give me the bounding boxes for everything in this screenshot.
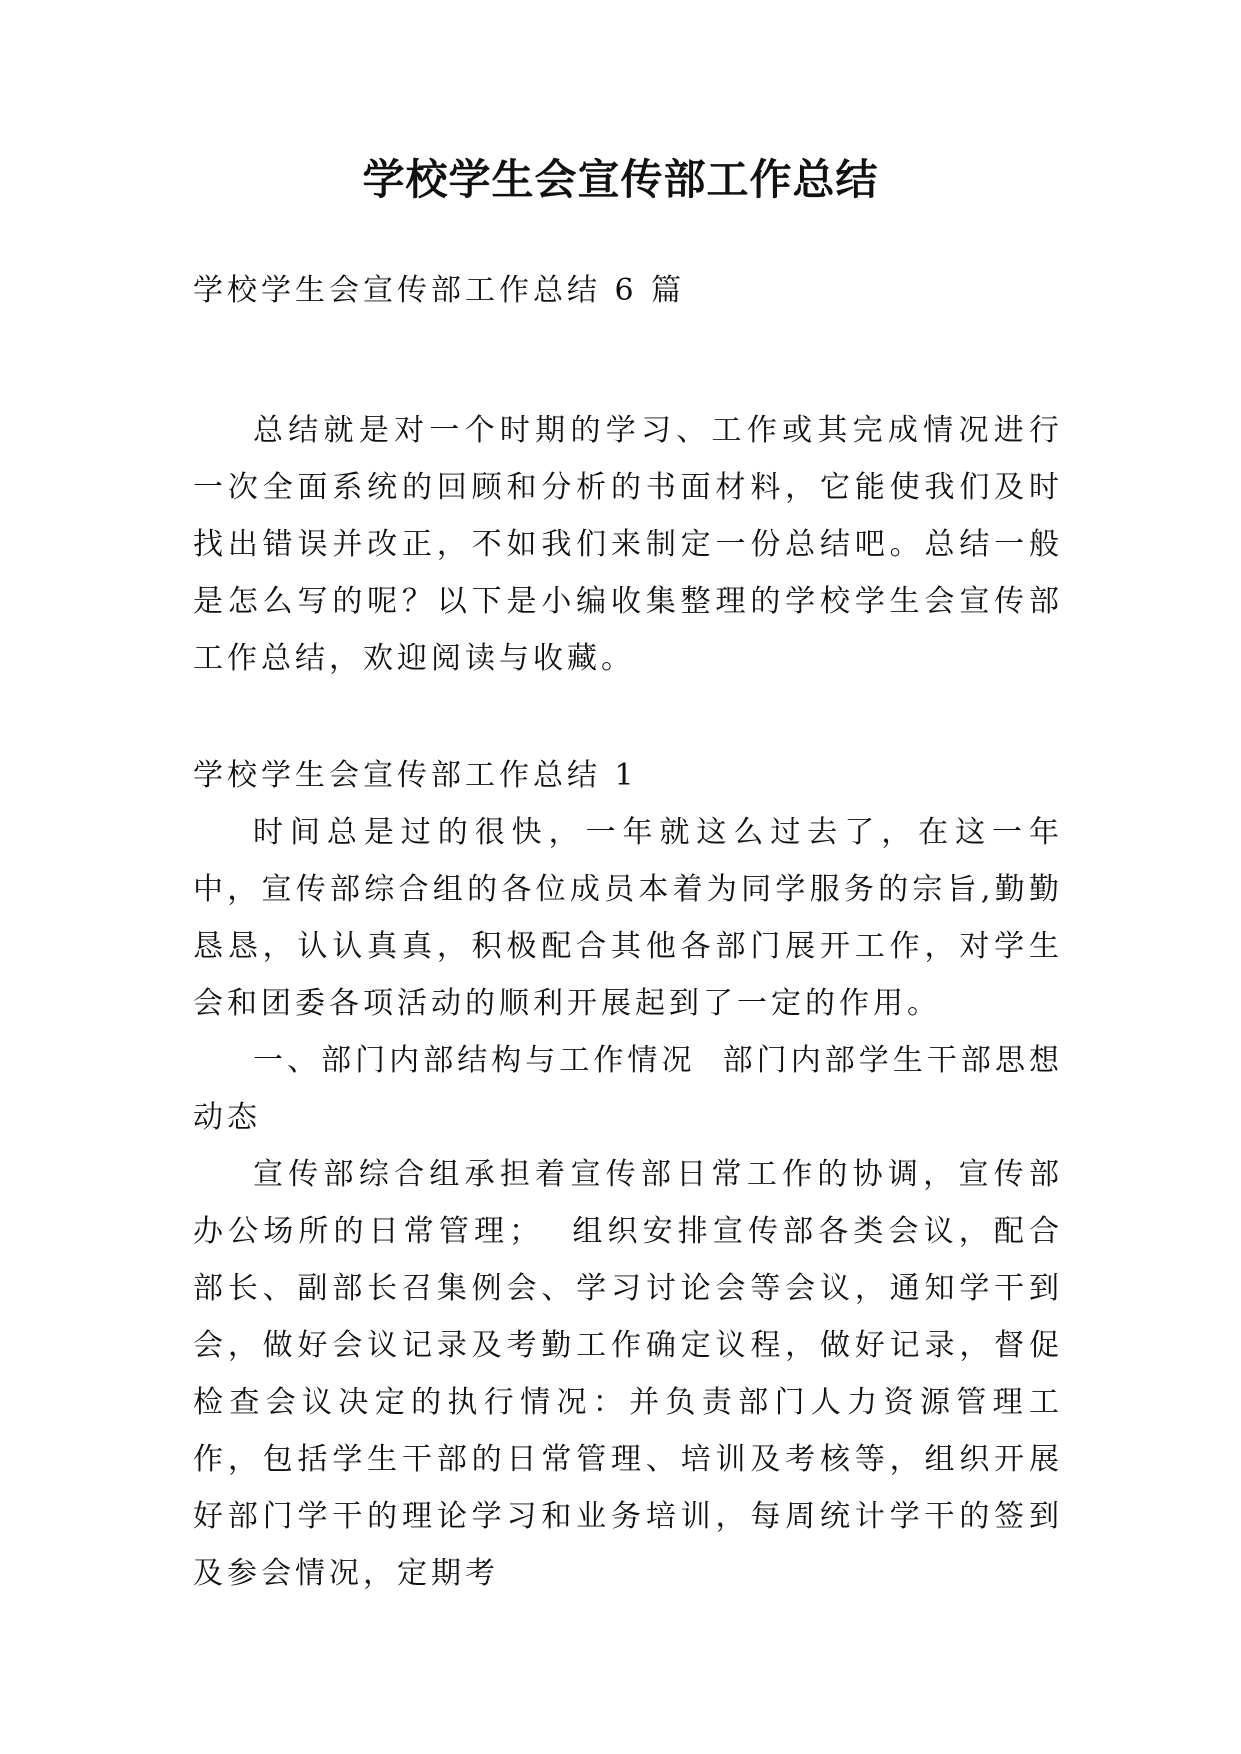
intro-block — [193, 402, 1063, 687]
section-heading: 学校学生会宣传部工作总结 1 — [193, 758, 638, 793]
section-subheading: 一、部门内部结构与工作情况 部门内部学生干部思想动态 — [193, 1043, 1063, 1135]
document-title: 学校学生会宣传部工作总结 — [362, 155, 879, 204]
section-paragraph: 宣传部综合组承担着宣传部日常工作的协调，宣传部办公场所的日常管理； 组织安排宣传部各类会议，配合部长、副部长召集例会、学习讨论会等会议，通知学干到会，做好会议记录及考勤工作确定议程，做好记录，督促检查会议决定的执行情况：并负责部门人力资源管理工作，包括学生干部的日常管理、培训及考核等，组织开展好部门学干的理论学习和业务培训，每周统计学干的签到及参会情况，定期考 — [193, 1157, 1063, 1591]
intro-paragraph: 总结就是对一个时期的学习、工作或其完成情况进行一次全面系统的回顾和分析的书面材料，它能使我们及时找出错误并改正，不如我们来制定一份总结吧。总结一般是怎么写的呢？以下是小编收集整理的学校学生会宣传部工作总结，欢迎阅读与收藏。 — [193, 413, 1063, 676]
section-paragraph: 时间总是过的很快，一年就这么过去了，在这一年中，宣传部综合组的各位成员本着为同学服务的宗旨,勤勤恳恳，认认真真，积极配合其他各部门展开工作，对学生会和团委各项活动的顺利开展起到了一定的作用。 — [193, 815, 1063, 1021]
section-1 — [193, 747, 1063, 1602]
document-subtitle: 学校学生会宣传部工作总结 6 篇 — [193, 273, 686, 308]
